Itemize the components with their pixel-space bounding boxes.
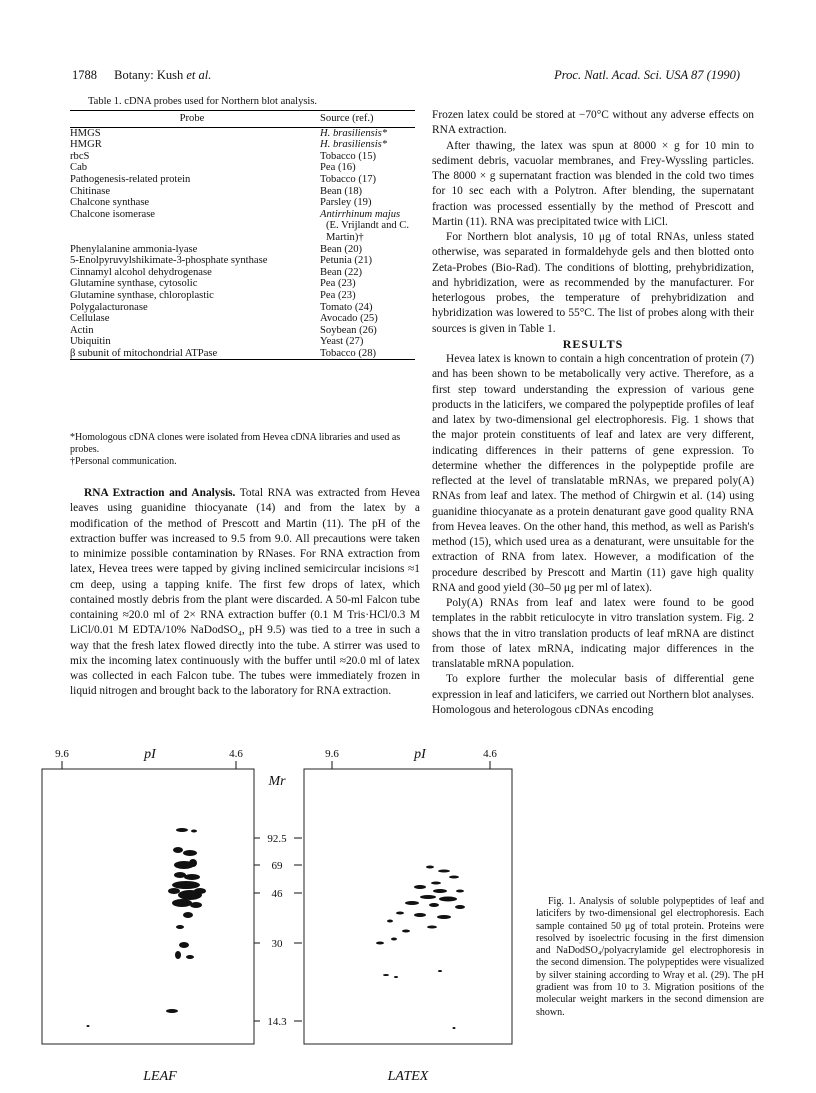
probe-name: β subunit of mitochondrial ATPase <box>70 348 314 360</box>
probe-name: Cellulase <box>70 313 110 325</box>
probe-source: Pea (23) <box>320 289 356 301</box>
probe-source: Bean (18) <box>320 185 363 197</box>
right-column <box>432 108 754 718</box>
journal-citation: Proc. Natl. Acad. Sci. USA 87 (1990) <box>554 68 740 82</box>
probe-name: Ubiquitin <box>70 336 111 348</box>
paragraph: Hevea latex is known to contain a high concentration of protein (7) and has been shown to be metabolically very active. Therefore, as a first step toward understanding the expression of various gene products in the laticifers, we compared the polypeptide profiles of leaf and latex by two-dimensional gel electrophoresis. Fig. 1 shows that the major protein constituents of leaf and latex are very different, indicating differences in their patterns of gene expression. To determine whether the differences in the polypeptide profile are reflected at the level of translatable mRNAs, we prepared poly(A) RNAs from leaf and latex. The method of Chirgwin et al. (14) using guanidine thiocyanate as a protein denaturant gave good quality RNA from Hevea leaves. On the other hand, this method, as well as Parish's method (15), which used urea as a denaturant, were unsuitable for the extraction of RNA from latex. However, a modification of the procedure described by Prescott and Martin (11) gave high quality RNA and good yield (30–50 μg per ml of latex). <box>432 353 754 594</box>
probe-source: Tobacco (28) <box>314 348 415 360</box>
probe-name: Polygalacturonase <box>70 301 148 313</box>
footnote-homologous: *Homologous cDNA clones were isolated from Hevea cDNA libraries and used as probes. <box>70 432 401 455</box>
section-title: Botany: Kush <box>114 68 184 82</box>
probe-source: Tobacco (17) <box>320 173 377 185</box>
results-heading: RESULTS <box>562 336 624 351</box>
table-row <box>70 302 415 314</box>
probe-name: HMGR <box>70 139 102 151</box>
probe-source: Tobacco (15) <box>320 150 377 162</box>
panel-label-leaf: LEAF <box>143 1069 177 1084</box>
probe-source: Parsley (19) <box>320 197 372 209</box>
probe-name: Chalcone isomerase <box>70 208 156 220</box>
col-header-probe: Probe <box>70 111 314 128</box>
table-row <box>70 348 415 360</box>
probe-source: Avocado (25) <box>320 313 378 325</box>
probe-name: Phenylalanine ammonia-lyase <box>70 243 198 255</box>
table-row <box>70 244 415 256</box>
table-row <box>70 139 415 151</box>
probe-source: H. brasiliensis* <box>320 139 388 151</box>
ph-high-label-left: 9.6 <box>55 748 69 760</box>
paragraph: For Northern blot analysis, 10 μg of total RNAs, unless stated otherwise, was separated in formaldehyde gels and then blotted onto Zeta-Probes (Bio-Rad). The conditions of blotting, prehybridization, and hybridization, were as recommended by the manufacturer. For heterlogous probes, the temperature of prehybridization and hybridization was lowered to 55°C. The list of probes along with their sources is given in Table 1. <box>432 231 754 335</box>
table-row <box>70 336 415 348</box>
probe-name: rbcS <box>70 150 90 162</box>
probe-table <box>70 110 415 360</box>
table-row <box>70 174 415 186</box>
paragraph: After thawing, the latex was spun at 8000 × g for 10 min to sediment debris, vacuolar membranes, and Frey-Wyssling particles. The 8000 × g supernatant fraction was blended in the cold two times for 10 sec each with a Polytron. After blending, the supernatant fraction was processed essentially by the method of Prescott and Martin (11). RNA was precipitated twice with LiCl. <box>432 139 754 228</box>
probe-source: Bean (20) <box>320 243 363 255</box>
table-row <box>70 267 415 279</box>
probe-source: Bean (22) <box>320 266 363 278</box>
probe-table-body <box>70 127 415 360</box>
probe-name: Pathogenesis-related protein <box>70 173 191 185</box>
figure-caption <box>536 896 764 1019</box>
probe-source: Petunia (21) <box>320 255 373 267</box>
table-row <box>70 255 415 267</box>
probe-name: Glutamine synthase, cytosolic <box>70 278 198 290</box>
table-row <box>70 162 415 174</box>
probe-source-species: Antirrhinum majus <box>320 208 401 220</box>
section-runin: RNA Extraction and Analysis. <box>84 487 236 499</box>
probe-source: H. brasiliensis* <box>320 127 388 139</box>
figure-caption-text: Fig. 1. Analysis of soluble polypeptides of leaf and laticifers by two-dimensional gel electrophoresis. Each sample contained 50 μg of total protein. Proteins were resolved by isoelectric focusing in the first dimension and NaDodSO₄/polyacrylamide gel electrophoresis in the second dimension. The polypeptides were visualized by silver staining according to Wray et al. (29). The pH gradient was from 10 to 3. Migration positions of the molecular weight markers in the second dimension are shown. <box>536 896 764 1018</box>
ph-low-label-left: 4.6 <box>229 748 243 760</box>
pi-label-left: pI <box>144 747 156 762</box>
table-row <box>70 151 415 163</box>
probe-source: Yeast (27) <box>320 336 364 348</box>
probe-name: Cab <box>70 162 88 174</box>
footnote-personal: †Personal communication. <box>70 456 177 467</box>
probe-name: Cinnamyl alcohol dehydrogenase <box>70 266 212 278</box>
probe-source-ref: (E. Vrijlandt and C. Martin)† <box>326 220 410 243</box>
probe-source: Pea (23) <box>320 278 356 290</box>
table-caption: Table 1. cDNA probes used for Northern blot analysis. <box>88 96 318 107</box>
table-row <box>70 127 415 139</box>
table-row <box>70 325 415 337</box>
paragraph: Frozen latex could be stored at −70°C without any adverse effects on RNA extraction. <box>432 109 754 137</box>
probe-source <box>314 209 415 244</box>
methods-paragraph: RNA Extraction and Analysis. Total RNA was extracted from Hevea leaves using guanidine thiocyanate (14) and from the latex by a modification of the method of Prescott and Martin (11). The pH of the extraction buffer was increased to 9.5 from 9.0. All precautions were taken to minimize possible contamination by RNases. For RNA extraction from latex, Hevea trees were tapped by giving inclined semicircular incisions ≈1 cm deep, using a tapping knife. The first few drops of latex, which contained mostly debris from the plant were discarded. A 50-ml Falcon tube containing ≈20.0 ml of 2× RNA extraction buffer (0.1 M Tris·HCl/0.3 M LiCl/0.01 M EDTA/10% NaDodSO₄, pH 9.5) was tied to a tree in such a way that the fresh latex flowed directly into the tube. A stirrer was used to mix the incoming latex continuously with the buffer until ≈20.0 ml of latex was collected in each Falcon tube. The tubes were immediately frozen in liquid nitrogen and brought back to the laboratory for RNA extraction. <box>70 487 420 698</box>
page-number: 1788 <box>72 68 97 82</box>
table-row <box>70 278 415 290</box>
left-column <box>70 486 420 700</box>
table-row <box>70 313 415 325</box>
paragraph: To explore further the molecular basis of differential gene expression in leaf and laticifers, we carried out Northern blot analyses. Homologous and heterologous cDNAs encoding <box>432 673 754 716</box>
leaf-gel <box>42 769 254 1044</box>
ph-low-label-right: 4.6 <box>483 748 497 760</box>
mr-label: Mr <box>268 774 286 789</box>
latex-gel <box>304 769 512 1044</box>
running-header-left <box>72 68 211 83</box>
table-row <box>70 186 415 198</box>
col-header-source: Source (ref.) <box>314 111 415 128</box>
probe-name: Actin <box>70 324 94 336</box>
figure-2d-gels <box>40 745 540 1085</box>
mr-marker-46: 46 <box>271 888 283 900</box>
authors-etal: et al. <box>186 68 212 82</box>
probe-name: Chitinase <box>70 185 111 197</box>
table-row <box>70 209 415 244</box>
table-row <box>70 290 415 302</box>
table-row <box>70 197 415 209</box>
paragraph: Poly(A) RNAs from leaf and latex were found to be good templates in the rabbit reticulocyte in vitro translation system. Fig. 2 shows that the in vitro translation products of leaf mRNA are distinct from those of latex mRNA, indicating major differences in the translatable mRNA population. <box>432 597 754 670</box>
probe-name: Glutamine synthase, chloroplastic <box>70 289 214 301</box>
panel-label-latex: LATEX <box>387 1069 429 1084</box>
probe-source: Soybean (26) <box>320 324 377 336</box>
probe-source: Pea (16) <box>320 162 356 174</box>
mr-marker-14: 14.3 <box>267 1016 287 1028</box>
probe-source: Tomato (24) <box>320 301 373 313</box>
probe-name: Chalcone synthase <box>70 197 150 209</box>
table-footnotes <box>70 432 420 468</box>
ph-high-label-right: 9.6 <box>325 748 339 760</box>
mr-marker-69: 69 <box>271 860 283 872</box>
probe-name: HMGS <box>70 127 101 139</box>
pi-label-right: pI <box>414 747 426 762</box>
mr-marker-92: 92.5 <box>267 833 287 845</box>
mr-marker-30: 30 <box>271 938 283 950</box>
probe-name: 5-Enolpyruvylshikimate-3-phosphate synthase <box>70 255 268 267</box>
